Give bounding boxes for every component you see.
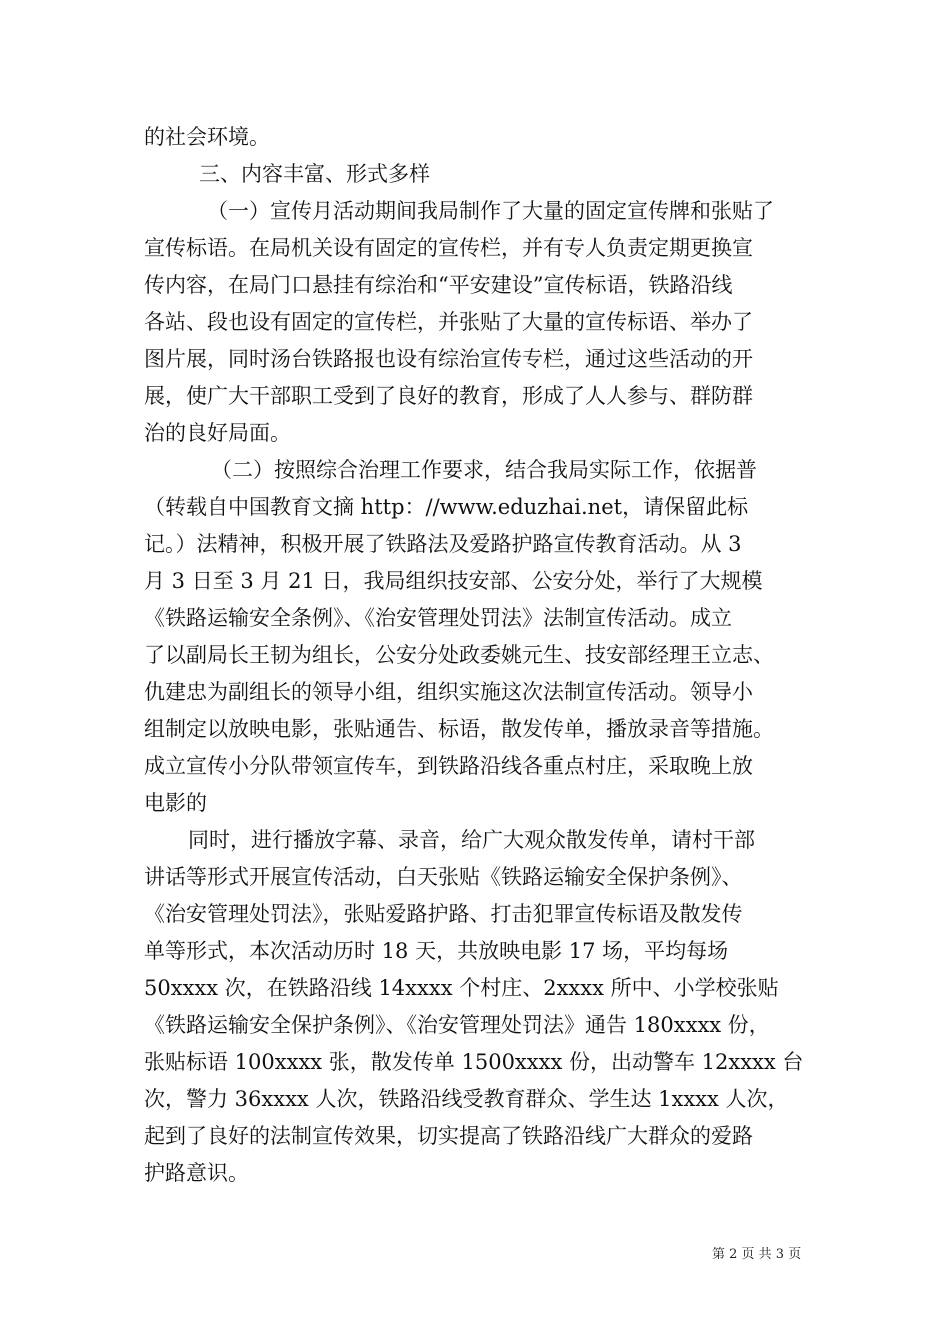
body-text-line: 张贴标语 100xxxx 张，散发传单 1500xxxx 份，出动警车 12xxxx 台 [144, 1050, 804, 1074]
body-text-line: 护路意识。 [144, 1161, 249, 1185]
body-text-line: （转载自中国教育文摘 http：//www.eduzhai.net，请保留此标 [144, 495, 749, 519]
body-text-line: （二）按照综合治理工作要求，结合我局实际工作，依据普 [211, 458, 757, 482]
body-text-line: 各站、段也设有固定的宣传栏，并张贴了大量的宣传标语、举办了 [144, 310, 753, 334]
body-text-line: 起到了良好的法制宣传效果，切实提高了铁路沿线广大群众的爱路 [144, 1124, 753, 1148]
body-text-line: 同时，进行播放字幕、录音，给广大观众散发传单，请村干部 [188, 828, 755, 852]
body-text-line: 仇建忠为副组长的领导小组，组织实施这次法制宣传活动。领导小 [144, 680, 753, 704]
body-text-line: 展，使广大干部职工受到了良好的教育，形成了人人参与、群防群 [144, 384, 753, 408]
body-text-line: 成立宣传小分队带领宣传车，到铁路沿线各重点村庄，采取晚上放 [144, 754, 753, 778]
body-text-line: 传内容，在局门口悬挂有综治和“平安建设”宣传标语，铁路沿线 [144, 273, 733, 297]
body-text-line: 的社会环境。 [144, 125, 270, 149]
body-text-line: 次，警力 36xxxx 人次，铁路沿线受教育群众、学生达 1xxxx 人次， [144, 1087, 789, 1111]
body-text-line: 单等形式，本次活动历时 18 天，共放映电影 17 场，平均每场 [144, 939, 729, 963]
body-text-line: 组制定以放映电影，张贴通告、标语，散发传单，播放录音等措施。 [144, 717, 774, 741]
body-text-line: 记。）法精神，积极开展了铁路法及爱路护路宣传教育活动。从 3 [144, 532, 742, 556]
body-text-line: 50xxxx 次，在铁路沿线 14xxxx 个村庄、2xxxx 所中、小学校张贴 [144, 976, 779, 1000]
body-text-line: 治的良好局面。 [144, 421, 291, 445]
body-text-line: 电影的 [144, 791, 207, 815]
body-text-line: 宣传标语。在局机关设有固定的宣传栏，并有专人负责定期更换宣 [144, 236, 753, 260]
body-text-line: 月 3 日至 3 月 21 日，我局组织技安部、公安分处，举行了大规模 [144, 569, 763, 593]
section-heading: 三、内容丰富、形式多样 [199, 162, 430, 186]
body-text-line: 讲话等形式开展宣传活动，白天张贴《铁路运输安全保护条例》、 [144, 865, 743, 889]
body-text-line: 《铁路运输安全条例》、《治安管理处罚法》法制宣传活动。成立 [144, 606, 732, 630]
body-text-line: 了以副局长王韧为组长，公安分处政委姚元生、技安部经理王立志、 [144, 643, 774, 667]
body-text-line: （一）宣传月活动期间我局制作了大量的固定宣传牌和张贴了 [207, 199, 774, 223]
body-text-line: 《治安管理处罚法》，张贴爱路护路、打击犯罪宣传标语及散发传 [144, 902, 743, 926]
body-text-line: 图片展，同时汤台铁路报也设有综治宣传专栏，通过这些活动的开 [144, 347, 753, 371]
body-text-line: 《铁路运输安全保护条例》、《治安管理处罚法》通告 180xxxx 份， [144, 1013, 770, 1037]
page-number: 第 2 页 共 3 页 [712, 1247, 802, 1262]
